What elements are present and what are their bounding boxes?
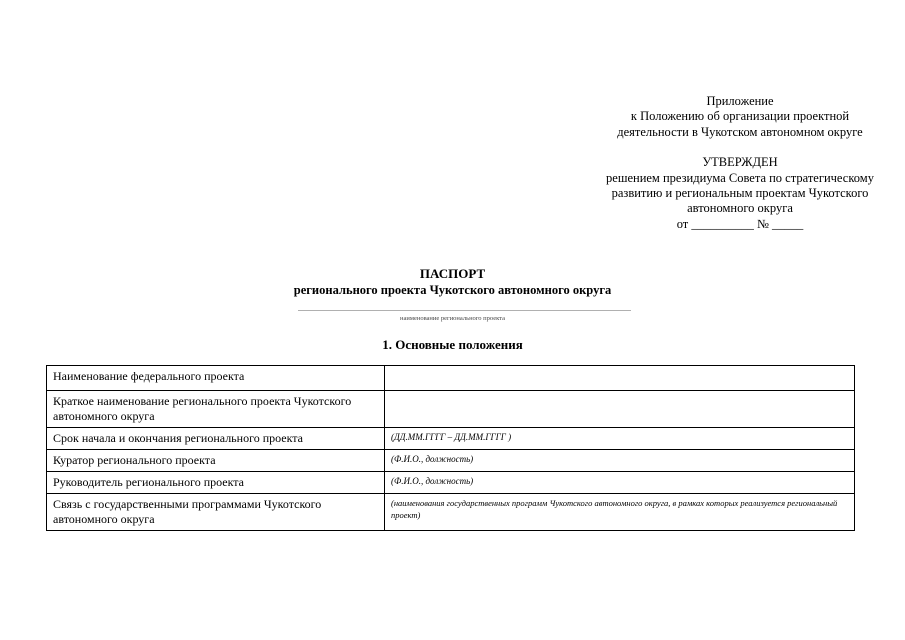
row-label: Краткое наименование регионального проекта Чукотского автономного округа xyxy=(47,391,385,428)
row-value-hint: (наименования государственных программ Чукотского автономного округа, в рамках которых реализуется региональный проект) xyxy=(385,494,855,531)
table-row xyxy=(47,391,855,428)
row-label: Куратор регионального проекта xyxy=(47,450,385,472)
underline-caption: наименование регионального проекта xyxy=(400,315,505,322)
decision-line: решением президиума Совета по стратегическому xyxy=(606,170,874,185)
decision-line: развитию и региональным проектам Чукотского xyxy=(611,186,869,201)
row-label: Руководитель регионального проекта xyxy=(47,472,385,494)
table-row xyxy=(47,494,855,531)
document-subtitle: регионального проекта Чукотского автономного округа xyxy=(293,283,612,297)
section-heading: 1. Основные положения xyxy=(382,337,523,352)
main-provisions-table xyxy=(46,365,855,531)
appendix-line: деятельности в Чукотском автономном округе xyxy=(617,124,863,139)
table-row xyxy=(47,366,855,391)
row-label: Срок начала и окончания регионального проекта xyxy=(47,428,385,450)
row-label: Наименование федерального проекта xyxy=(47,366,385,391)
row-value-cell xyxy=(385,391,855,428)
row-value-hint: (Ф.И.О., должность) xyxy=(385,450,855,472)
project-name-underline xyxy=(298,310,631,311)
decision-line: автономного округа xyxy=(687,201,793,216)
table-row xyxy=(47,472,855,494)
passport-title-block xyxy=(0,266,905,298)
document-title: ПАСПОРТ xyxy=(419,266,486,281)
row-value-hint: (ДД.ММ.ГГГГ – ДД.ММ.ГГГГ ) xyxy=(385,428,855,450)
decision-date-number-line: от __________ № _____ xyxy=(676,216,804,231)
approved-label: УТВЕРЖДЕН xyxy=(702,155,778,170)
row-value-hint: (Ф.И.О., должность) xyxy=(385,472,855,494)
appendix-line: Приложение xyxy=(706,94,774,108)
row-value-cell xyxy=(385,366,855,391)
appendix-line: к Положению об организации проектной xyxy=(630,109,850,124)
row-label: Связь с государственными программами Чукотского автономного округа xyxy=(47,494,385,531)
table-row xyxy=(47,428,855,450)
table-row xyxy=(47,450,855,472)
approval-block xyxy=(575,94,905,232)
